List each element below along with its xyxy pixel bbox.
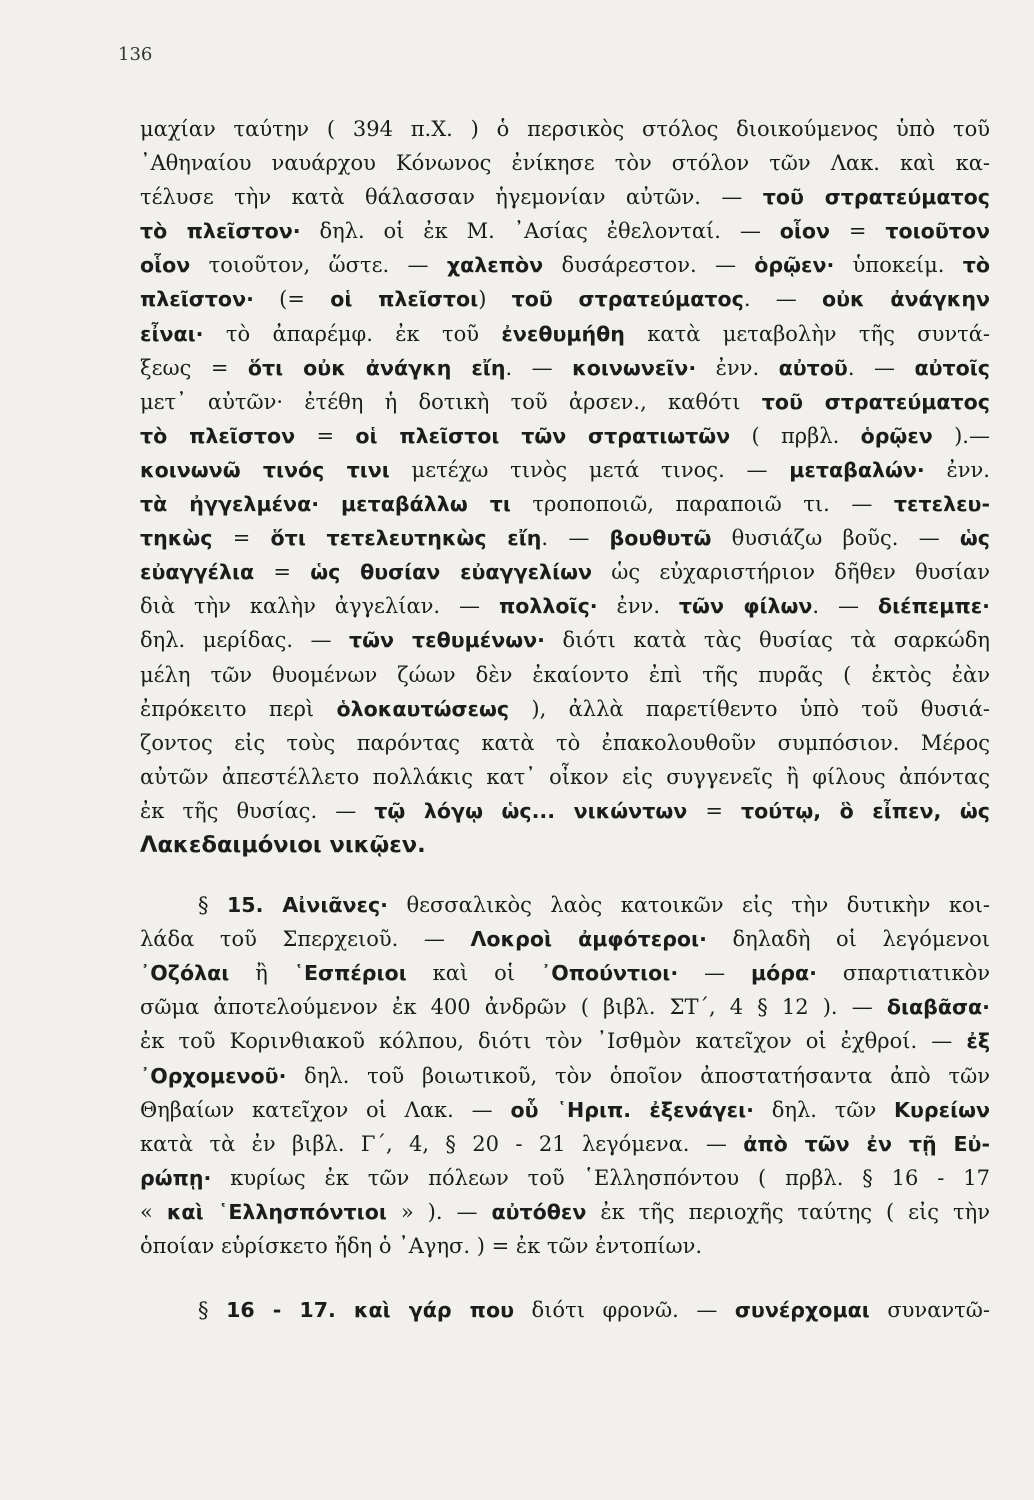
- text-run: μαχίαν ταύτην ( 394 π.Χ. ) ὁ περσικὸς στόλος διοικούμενος ὑπὸ τοῦ: [140, 117, 990, 141]
- text-line: [140, 214, 990, 248]
- text-run: ).—: [932, 423, 990, 448]
- bold-term: καὶ ῾Ελλησπόντιοι: [166, 1199, 387, 1224]
- bold-term: οὐκ ἀνάγκην: [822, 287, 990, 312]
- bold-term: τῶν τεθυμένων·: [349, 628, 545, 653]
- text-line: [140, 1093, 990, 1127]
- text-line: [140, 1059, 990, 1093]
- text-run: σπαρτιατικὸν: [816, 961, 990, 986]
- bold-term: εὐαγγέλια: [140, 560, 255, 585]
- bold-term: αὐτόθεν: [491, 1199, 587, 1224]
- bold-term: τούτῳ, ὃ εἶπεν, ὡς: [741, 798, 991, 823]
- bold-term: τὸ πλεῖστον·: [140, 219, 301, 244]
- text-run: ἐνν.: [696, 355, 779, 380]
- text-run: . —: [541, 526, 610, 551]
- bold-term: τηκὼς: [140, 526, 213, 551]
- bold-term: οἱ πλεῖστοι: [330, 287, 479, 312]
- text-line: [140, 589, 990, 623]
- text-run: «: [140, 1199, 167, 1224]
- text-run: ), ἀλλὰ παρετίθεντο ὑπὸ τοῦ θυσιά-: [509, 696, 990, 721]
- bold-term: αὐτοῦ: [778, 355, 848, 380]
- text-run: τὸ ἀπαρέμφ. ἐκ τοῦ: [203, 321, 502, 346]
- bold-term: διαβᾶσα·: [886, 995, 990, 1020]
- bold-term: ὁρῷεν: [860, 423, 933, 448]
- text-run: ἐκ τοῦ Κορινθιακοῦ κόλπου, διότι τὸν ᾽Ισθμὸν κατεῖχον οἱ ἐχθροί. —: [140, 1029, 967, 1054]
- text-run: ὁποίαν εὑρίσκετο ἤδη ὁ ᾽Αγησ. ) = ἐκ τῶν ἐντοπίων.: [140, 1234, 703, 1258]
- bold-term: κοινωνῶ τινός τινι: [140, 457, 390, 482]
- bold-term: Κυρείων: [894, 1097, 990, 1122]
- bold-term: ἐνεθυμήθη: [501, 321, 625, 346]
- page-number: 136: [118, 44, 153, 65]
- text-run: λάδα τοῦ Σπερχειοῦ. —: [140, 927, 471, 952]
- text-run: ἐνν.: [597, 594, 679, 619]
- text-line: [140, 555, 990, 589]
- text-run: κυρίως ἐκ τῶν πόλεων τοῦ ῾Ελλησπόντου ( πρβλ. § 16 - 17: [211, 1165, 990, 1190]
- bold-term: πλεῖστον·: [140, 287, 254, 312]
- text-line: [140, 956, 990, 990]
- text-run: τέλυσε τὴν κατὰ θάλασσαν ἡγεμονίαν αὐτῶν. —: [140, 185, 763, 210]
- bold-term: ρώπῃ·: [140, 1165, 212, 1190]
- bold-term: οἱ πλεῖστοι τῶν στρατιωτῶν: [355, 423, 731, 448]
- text-line: [140, 317, 990, 351]
- text-run: δηλ. οἱ ἐκ Μ. ᾽Ασίας ἐθελονταί. —: [300, 219, 780, 244]
- text-run: κατὰ τὰ ἐν βιβλ. Γ΄, 4, § 20 - 21 λεγόμενα. —: [140, 1131, 744, 1156]
- text-line: [140, 282, 990, 316]
- text-line: [140, 990, 990, 1024]
- text-run: =: [212, 526, 271, 551]
- text-run: ἢ: [229, 961, 294, 986]
- bold-term: τετελευ-: [893, 492, 990, 517]
- bold-term: τὸ: [962, 253, 990, 278]
- text-run: διότι φρονῶ. —: [513, 1298, 735, 1323]
- text-line: [140, 521, 990, 555]
- bold-term: βουθυτῶ: [609, 526, 712, 551]
- text-run: κατὰ μεταβολὴν τῆς συντά-: [624, 321, 990, 346]
- text-line: [140, 692, 990, 726]
- text-line: [140, 623, 990, 657]
- text-run: θεσσαλικὸς λαὸς κατοικῶν εἰς τὴν δυτικὴν κοι-: [387, 893, 990, 918]
- text-run: ὡς εὐχαριστήριον δῆθεν θυσίαν: [592, 560, 990, 585]
- bold-term: ὡς θυσίαν εὐαγγελίων: [310, 560, 592, 585]
- bold-term: Λακεδαιμόνιοι νικῷεν.: [140, 831, 426, 858]
- text-line: [140, 146, 990, 180]
- text-run: δηλαδὴ οἱ λεγόμενοι: [706, 927, 991, 952]
- text-run: δυσάρεστον. —: [543, 253, 755, 278]
- text-line: [140, 658, 990, 692]
- bold-term: 15. Αἰνιᾶνες·: [226, 893, 388, 918]
- text-run: τροποποιῶ, παραποιῶ τι. —: [510, 492, 894, 517]
- text-line: [140, 794, 990, 828]
- text-line: [140, 1127, 990, 1161]
- bold-term: ὡς: [959, 526, 991, 551]
- section-heading-line: [140, 888, 990, 922]
- bold-term: ὅτι οὐκ ἀνάγκη εἴη: [247, 355, 506, 380]
- text-run: μέλη τῶν θυομένων ζώων δὲν ἐκαίοντο ἐπὶ τῆς πυρᾶς ( ἐκτὸς ἐὰν: [140, 662, 990, 687]
- text-run: . —: [847, 355, 915, 380]
- bold-term: τῷ λόγῳ ὡς... νικώντων: [374, 798, 688, 823]
- commentary-text: [140, 112, 990, 1327]
- text-run: μετ᾽ αὐτῶν· ἐτέθη ἡ δοτικὴ τοῦ ἀρσεν., καθότι: [140, 389, 762, 414]
- text-run: =: [254, 560, 311, 585]
- text-run: =: [687, 798, 742, 823]
- text-run: . —: [505, 355, 573, 380]
- text-run: δηλ. τῶν: [753, 1097, 895, 1122]
- text-run: =: [295, 423, 356, 448]
- bold-term: τοῦ στρατεύματος: [511, 287, 744, 312]
- bold-term: τοῦ στρατεύματος: [762, 185, 990, 210]
- text-line: [140, 726, 990, 760]
- bold-term: συνέρχομαι: [734, 1298, 870, 1323]
- text-line: [140, 248, 990, 282]
- text-run: δηλ. τοῦ βοιωτικοῦ, τὸν ὁποῖον ἀποστατήσαντα ἀπὸ τῶν: [286, 1063, 990, 1088]
- bold-term: διέπεμπε·: [877, 594, 990, 619]
- bold-term: 16 - 17. καὶ γάρ που: [226, 1298, 514, 1323]
- bold-term: μόρα·: [751, 961, 817, 986]
- text-line: [140, 1195, 990, 1229]
- text-run: ξεως =: [140, 355, 248, 380]
- text-run: ἐκ τῆς περιοχῆς ταύτης ( εἰς τὴν: [586, 1199, 990, 1224]
- bold-term: ὁρῷεν·: [754, 253, 835, 278]
- bold-term: χαλεπὸν: [446, 253, 544, 278]
- text-run: μετέχω τινὸς μετά τινος. —: [389, 457, 790, 482]
- text-line: [140, 487, 990, 521]
- text-run: συναντῶ-: [869, 1298, 990, 1323]
- bold-term: ᾽Οζόλαι: [140, 961, 230, 986]
- text-run: . —: [743, 287, 822, 312]
- text-run: Θηβαίων κατεῖχον οἱ Λακ. —: [140, 1097, 511, 1122]
- text-run: . —: [812, 594, 878, 619]
- bold-term: οὗ ῾Ηριπ. ἐξενάγει·: [510, 1097, 754, 1122]
- text-run: θυσιάζω βοῦς. —: [711, 526, 960, 551]
- text-run: καὶ οἱ: [406, 961, 541, 986]
- text-run: (=: [253, 287, 331, 312]
- bold-term: ᾽Οπούντιοι·: [540, 961, 679, 986]
- text-run: τοιοῦτον, ὥστε. —: [190, 253, 447, 278]
- text-run: διὰ τὴν καλὴν ἀγγελίαν. —: [140, 594, 499, 619]
- text-line: [140, 385, 990, 419]
- text-run: ἐκ τῆς θυσίας. —: [140, 798, 375, 823]
- section-heading-line: [140, 1293, 990, 1327]
- bold-term: τοῦ στρατεύματος: [761, 389, 990, 414]
- bold-term: οἷον: [779, 219, 831, 244]
- text-run: αὐτῶν ἀπεστέλλετο πολλάκις κατ᾽ οἶκον εἰς συγγενεῖς ἢ φίλους ἀπόντας: [140, 764, 990, 789]
- text-line: [140, 760, 990, 794]
- text-line: [140, 112, 990, 146]
- bold-term: αὐτοῖς: [914, 355, 990, 380]
- bold-term: ᾽Ορχομενοῦ·: [140, 1063, 287, 1088]
- text-run: δηλ. μερίδας. —: [140, 628, 350, 653]
- bold-term: τοιοῦτον: [885, 219, 990, 244]
- text-line: [140, 828, 990, 862]
- bold-term: ῾Εσπέριοι: [293, 961, 407, 986]
- text-line: [140, 453, 990, 487]
- text-run: ἐνν.: [924, 457, 990, 482]
- text-run: =: [830, 219, 886, 244]
- bold-term: ἀπὸ τῶν ἐν τῇ Εὐ-: [743, 1131, 990, 1156]
- bold-term: ὁλοκαυτώσεως: [336, 696, 510, 721]
- text-run: ( πρβλ.: [730, 423, 861, 448]
- text-line: [140, 419, 990, 453]
- text-run: διότι κατὰ τὰς θυσίας τὰ σαρκώδη: [545, 628, 990, 653]
- text-run: ζοντος εἰς τοὺς παρόντας κατὰ τὸ ἐπακολουθοῦν συμπόσιον. Μέρος: [140, 730, 990, 755]
- bold-term: ἐξ: [966, 1029, 990, 1054]
- bold-term: μεταβαλών·: [789, 457, 925, 482]
- text-run: —: [678, 961, 752, 986]
- bold-term: τῶν φίλων: [678, 594, 813, 619]
- text-run: §: [198, 893, 227, 918]
- bold-term: πολλοῖς·: [498, 594, 598, 619]
- text-line: [140, 922, 990, 956]
- text-run: ᾽Αθηναίου ναυάρχου Κόνωνος ἐνίκησε τὸν στόλον τῶν Λακ. καὶ κα-: [140, 151, 990, 176]
- text-run: σῶμα ἀποτελούμενον ἐκ 400 ἀνδρῶν ( βιβλ. ΣΤ΄, 4 § 12 ). —: [140, 995, 887, 1020]
- bold-term: εἶναι·: [140, 321, 204, 346]
- bold-term: τὸ πλεῖστον: [140, 423, 296, 448]
- text-run: §: [198, 1298, 227, 1323]
- text-line: [140, 180, 990, 214]
- bold-term: οἷον: [140, 253, 191, 278]
- bold-term: ὅτι τετελευτηκὼς εἴη: [270, 526, 542, 551]
- text-line: [140, 1024, 990, 1058]
- bold-term: κοινωνεῖν·: [572, 355, 697, 380]
- text-run: ὑποκείμ.: [834, 253, 963, 278]
- text-line: [140, 1161, 990, 1195]
- bold-term: Λοκροὶ ἀμφότεροι·: [470, 927, 707, 952]
- text-run: ἐπρόκειτο περὶ: [140, 696, 337, 721]
- text-run: ): [478, 287, 512, 312]
- text-line: [140, 1229, 990, 1263]
- text-line: [140, 351, 990, 385]
- text-run: » ). —: [386, 1199, 492, 1224]
- bold-term: τὰ ἠγγελμένα· μεταβάλλω τι: [140, 492, 511, 517]
